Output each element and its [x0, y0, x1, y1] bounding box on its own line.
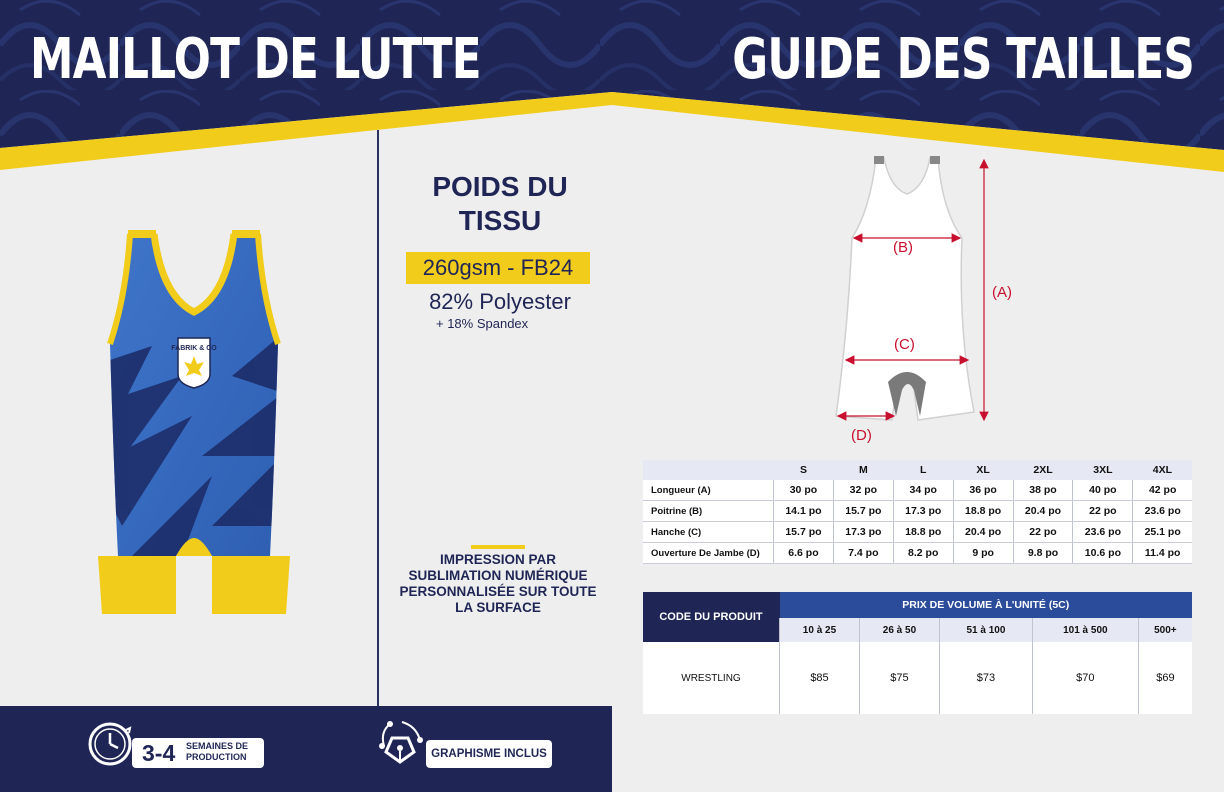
- size-header-cell: 4XL: [1133, 460, 1192, 480]
- table-cell: 17.3 po: [893, 501, 953, 522]
- tier-header-cell: 51 à 100: [939, 618, 1032, 642]
- price-cell: $73: [939, 642, 1032, 714]
- tier-header-cell: 10 à 25: [780, 618, 860, 642]
- size-header-cell: 2XL: [1013, 460, 1073, 480]
- volume-price-table: [643, 592, 1192, 714]
- table-row: [643, 480, 1192, 501]
- price-cell: $75: [859, 642, 939, 714]
- tier-header-cell: 26 à 50: [859, 618, 939, 642]
- wrestling-singlet-image: [92, 226, 297, 621]
- table-cell: 6.6 po: [774, 543, 834, 564]
- fabric-composition-main: 82% Polyester: [429, 289, 571, 314]
- row-label: Longueur (A): [643, 480, 774, 501]
- table-row: [643, 642, 1192, 714]
- table-cell: 32 po: [833, 480, 893, 501]
- table-cell: 18.8 po: [953, 501, 1013, 522]
- production-label-line2: PRODUCTION: [186, 752, 247, 762]
- table-cell: 15.7 po: [833, 501, 893, 522]
- size-header-cell: S: [774, 460, 834, 480]
- volume-price-header: PRIX DE VOLUME À L'UNITÉ (5C): [780, 592, 1193, 618]
- row-label: Poitrine (B): [643, 501, 774, 522]
- table-cell: 30 po: [774, 480, 834, 501]
- measurement-diagram: [822, 150, 1032, 450]
- table-cell: 20.4 po: [953, 522, 1013, 543]
- clock-icon: [86, 720, 134, 768]
- label-c: (C): [894, 336, 915, 353]
- size-header-cell: L: [893, 460, 953, 480]
- size-header-cell: 3XL: [1073, 460, 1133, 480]
- tier-header-cell: 500+: [1138, 618, 1192, 642]
- table-cell: 9 po: [953, 543, 1013, 564]
- fabric-composition-secondary: + 18% Spandex: [436, 316, 529, 331]
- badge-text: FABRIK & CO: [171, 345, 217, 352]
- product-code-header: CODE DU PRODUIT: [643, 592, 780, 642]
- table-cell: 7.4 po: [833, 543, 893, 564]
- production-label-line1: SEMAINES DE: [186, 741, 249, 751]
- table-cell: 36 po: [953, 480, 1013, 501]
- size-header-row: [643, 460, 1192, 480]
- fabric-weight-title: POIDS DU TISSU: [432, 171, 568, 236]
- table-cell: 34 po: [893, 480, 953, 501]
- table-row: [643, 522, 1192, 543]
- table-cell: 23.6 po: [1133, 501, 1192, 522]
- label-d: (D): [851, 427, 872, 444]
- table-cell: 20.4 po: [1013, 501, 1073, 522]
- table-cell: 22 po: [1073, 501, 1133, 522]
- size-chart-table: [643, 460, 1192, 564]
- vertical-divider: [377, 130, 379, 708]
- pen-nib-icon: [376, 716, 428, 768]
- title-left: MAILLOT DE LUTTE: [30, 27, 481, 92]
- table-cell: 8.2 po: [893, 543, 953, 564]
- table-cell: 23.6 po: [1073, 522, 1133, 543]
- production-weeks-number: 3-4: [142, 740, 176, 766]
- table-cell: 38 po: [1013, 480, 1073, 501]
- print-accent-bar: [471, 545, 525, 549]
- table-cell: 25.1 po: [1133, 522, 1192, 543]
- title-right: GUIDE DES TAILLES: [732, 27, 1194, 92]
- table-row: [643, 501, 1192, 522]
- size-header-cell: M: [833, 460, 893, 480]
- price-cell: $70: [1032, 642, 1138, 714]
- tier-header-cell: 101 à 500: [1032, 618, 1138, 642]
- row-label: Ouverture De Jambe (D): [643, 543, 774, 564]
- table-cell: 14.1 po: [774, 501, 834, 522]
- table-cell: 18.8 po: [893, 522, 953, 543]
- table-row: [643, 543, 1192, 564]
- price-cell: $69: [1138, 642, 1192, 714]
- size-header-blank: [643, 460, 774, 480]
- price-cell: $85: [780, 642, 860, 714]
- design-included-label: GRAPHISME INCLUS: [431, 748, 547, 760]
- table-cell: 22 po: [1013, 522, 1073, 543]
- table-cell: 9.8 po: [1013, 543, 1073, 564]
- product-code-cell: WRESTLING: [643, 642, 780, 714]
- table-cell: 42 po: [1133, 480, 1192, 501]
- table-cell: 10.6 po: [1073, 543, 1133, 564]
- label-a: (A): [992, 284, 1012, 301]
- label-b: (B): [893, 239, 913, 256]
- fabric-gsm-highlight: 260gsm - FB24: [406, 252, 590, 284]
- table-cell: 17.3 po: [833, 522, 893, 543]
- row-label: Hanche (C): [643, 522, 774, 543]
- printing-description: IMPRESSION PAR SUBLIMATION NUMÉRIQUE PERSONNALISÉE SUR TOUTE LA SURFACE: [399, 552, 597, 615]
- table-cell: 15.7 po: [774, 522, 834, 543]
- table-cell: 40 po: [1073, 480, 1133, 501]
- table-cell: 11.4 po: [1133, 543, 1192, 564]
- production-weeks-label: [186, 741, 248, 763]
- size-header-cell: XL: [953, 460, 1013, 480]
